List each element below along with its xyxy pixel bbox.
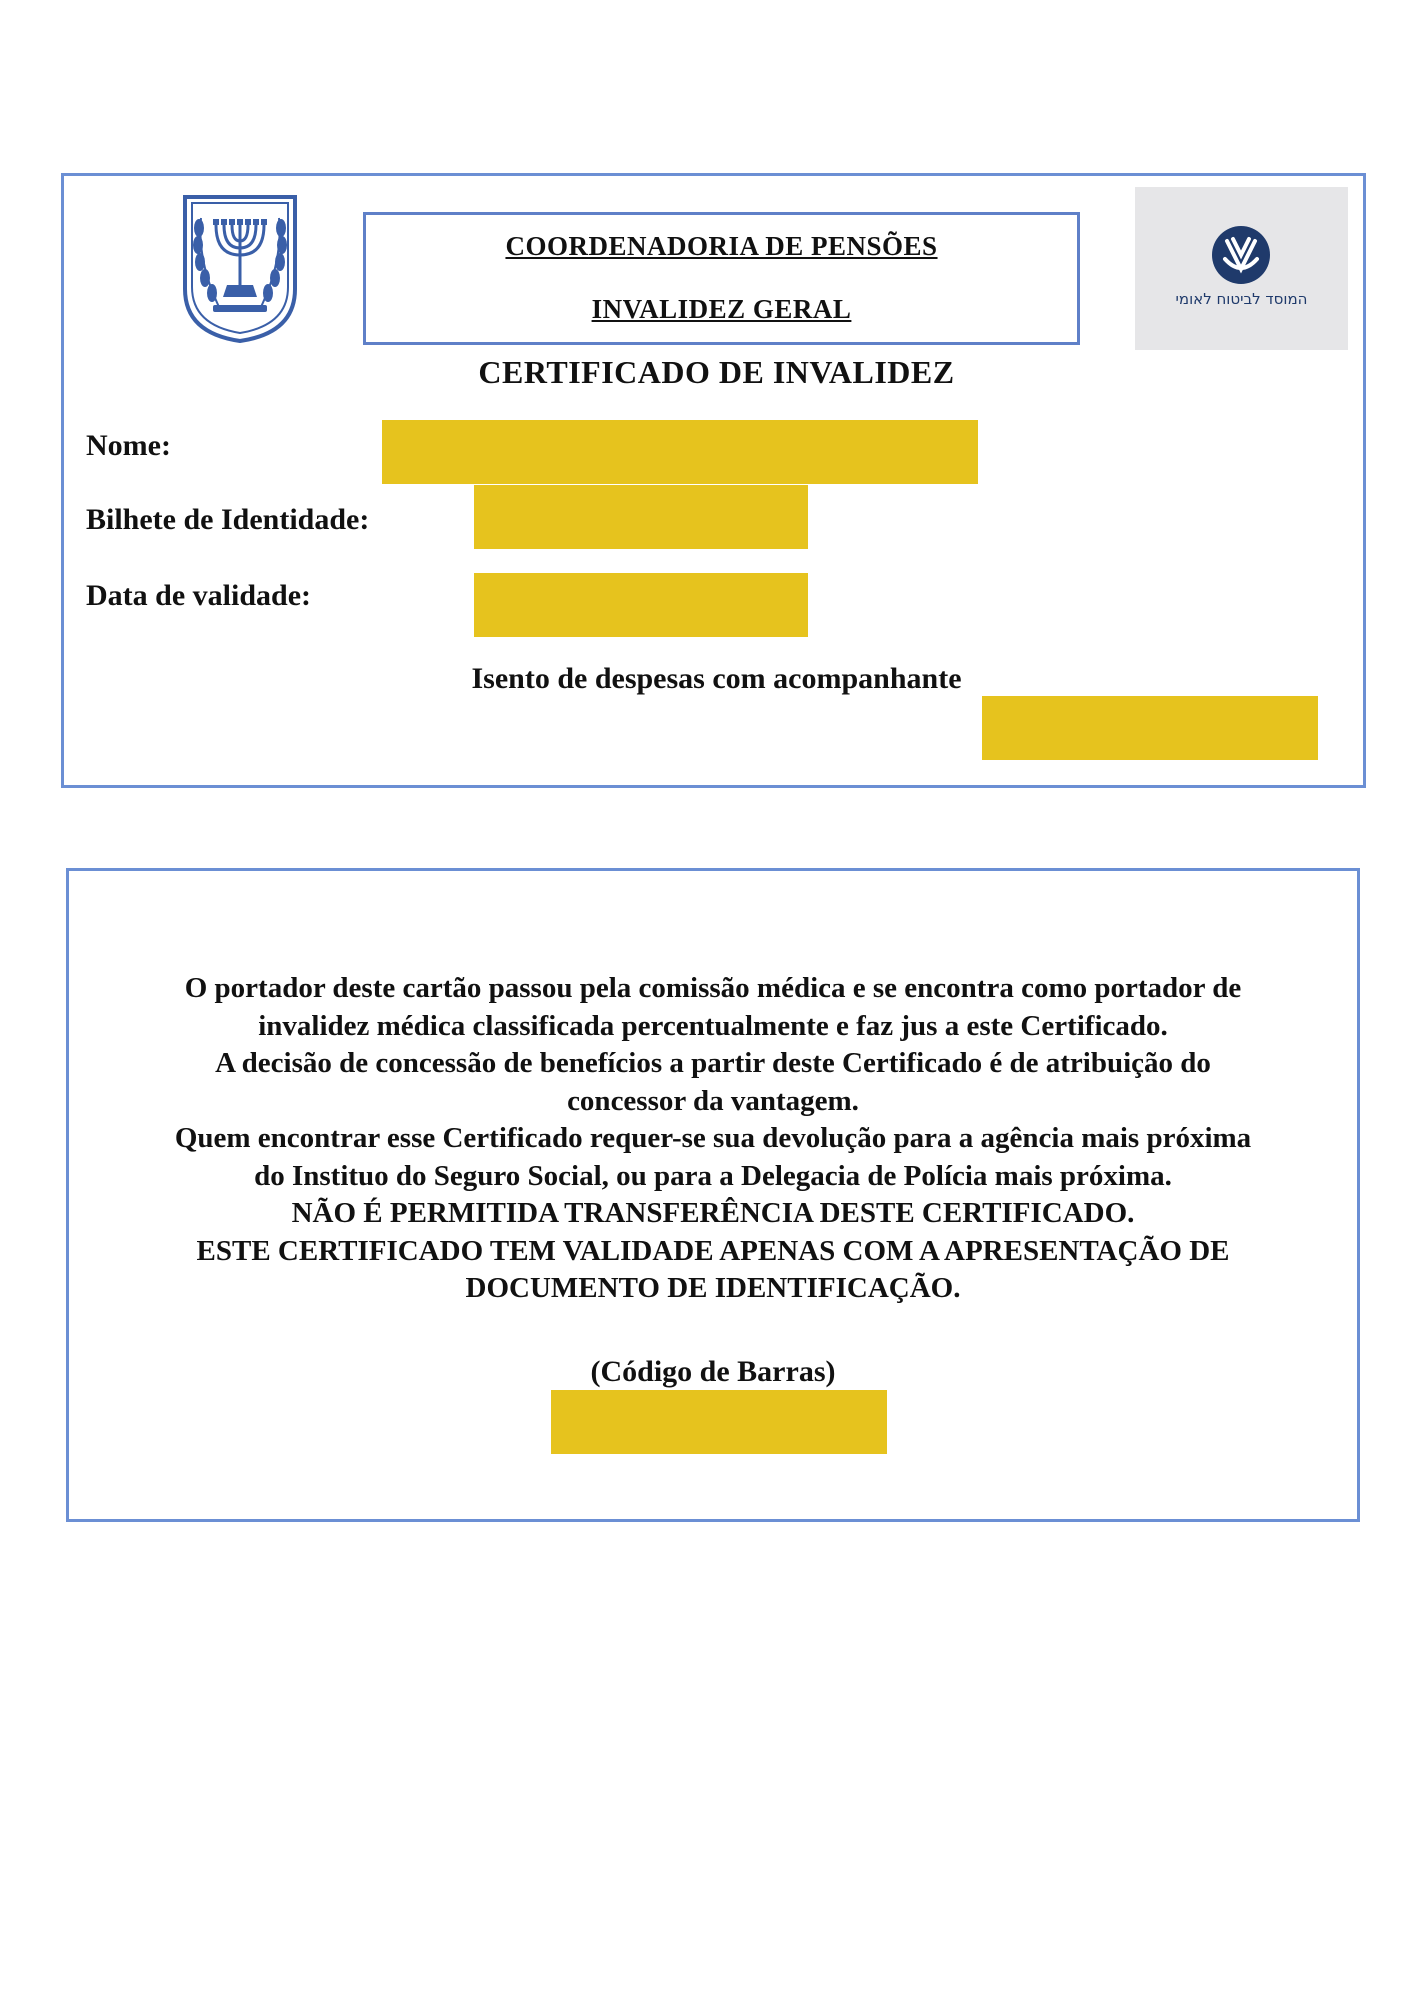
logo-text: המוסד לביטוח לאומי — [1175, 290, 1308, 308]
back-text-line: DOCUMENTO DE IDENTIFICAÇÃO. — [465, 1272, 961, 1304]
certificate-front-card — [61, 173, 1366, 788]
back-text-line: do Instituo do Seguro Social, ou para a Delegacia de Polícia mais próxima. — [254, 1159, 1172, 1192]
barcode-label: (Código de Barras) — [590, 1355, 836, 1388]
back-text-line: NÃO É PERMITIDA TRANSFERÊNCIA DESTE CERTIFICADO. — [291, 1197, 1135, 1229]
barcode-redaction — [551, 1390, 887, 1454]
certificate-back-card — [66, 868, 1360, 1522]
validity-redaction — [474, 573, 808, 637]
id-redaction — [474, 485, 808, 549]
back-text-block — [89, 970, 1337, 1308]
back-text-line: invalidez médica classificada percentualmente e faz jus a este Certificado. — [258, 1009, 1168, 1042]
name-redaction — [382, 420, 978, 484]
back-text-line: ESTE CERTIFICADO TEM VALIDADE APENAS COM A APRESENTAÇÃO DE — [196, 1234, 1230, 1267]
department-title: COORDENADORIA DE PENSÕES — [505, 231, 938, 261]
back-text-line: O portador deste cartão passou pela comissão médica e se encontra como portador de — [184, 972, 1242, 1004]
national-insurance-logo-icon — [1211, 225, 1271, 285]
back-text-line: A decisão de concessão de benefícios a partir deste Certificado é de atribuição do — [215, 1047, 1211, 1079]
back-text-line: concessor da vantagem. — [567, 1084, 859, 1117]
header-box — [363, 212, 1080, 345]
name-label: Nome: — [86, 429, 171, 462]
exempt-text: Isento de despesas com acompanhante — [471, 662, 962, 695]
validity-label: Data de validade: — [86, 579, 311, 612]
exempt-redaction — [982, 696, 1318, 760]
national-insurance-logo — [1135, 187, 1348, 350]
certificate-title: CERTIFICADO DE INVALIDEZ — [478, 354, 955, 390]
state-emblem-icon — [177, 193, 303, 343]
department-subtitle: INVALIDEZ GERAL — [591, 294, 852, 324]
back-text-line: Quem encontrar esse Certificado requer-se sua devolução para a agência mais próxima — [174, 1122, 1252, 1154]
id-label: Bilhete de Identidade: — [86, 503, 370, 536]
